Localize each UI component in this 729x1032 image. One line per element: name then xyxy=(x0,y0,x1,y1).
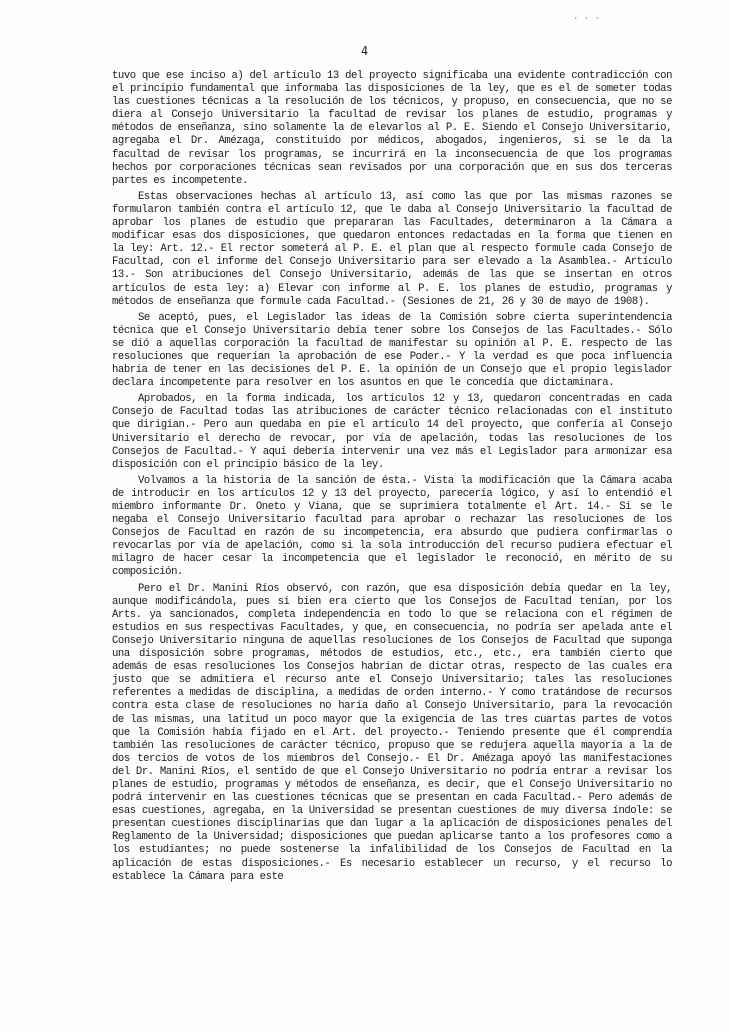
body-text xyxy=(112,70,672,887)
page-number: 4 xyxy=(360,44,369,58)
paragraph: Se aceptó, pues, el Legislador las ideas de la Comisión sobre cierta superintendencia técnica que el Consejo Universitario debía tener sobre los Consejos de las Facultades.- Sólo se dió a aquellas corporación la facultad de manifestar su opinión al P. E. respecto de las resoluciones que requerían la aprobación de ese Poder.- Y la verdad es que poca influencia habría de tener en las decisiones del P. E. la opinión de un Consejo que el propio legislador declara incompetente para resolver en los asuntos en que le concedía que dictaminara. xyxy=(112,311,672,390)
paragraph: Pero el Dr. Manini Ríos observó, con razón, que esa disposición debía quedar en la ley, aunque modificándola, pues si bien era cierto que los Consejos de Facultad tenían, por los Arts. ya sancionados, completa independencia en todo lo que se relaciona con el régimen de estudios en sus respectivas Facultades, y que, en consecuencia, no podría ser apelada ante el Consejo Universitario ninguna de aquellas resoluciones de los Consejos de Facultad que suponga una disposición sobre programas, métodos de estudios, etc., etc., era también cierto que además de esas resoluciones los Consejos habrían de dictar otras, respecto de las cuales era justo que se admitiera el recurso ante el Consejo Universitario; tales las resoluciones referentes a medidas de disciplina, a medidas de orden interno.- Y como tratándose de recursos contra esta clase de resoluciones no haría daño al Consejo Universitario, para la revocación de las mismas, una latitud un poco mayor que la exigencia de las tres cuartas partes de votos que la Comisión había fijado en el Art. del proyecto.- Teniendo presente que él comprendía también las resoluciones de carácter técnico, propuso que se redujera aquella mayoría a la de dos tercios de votos de los miembros del Consejo.- El Dr. Amézaga apoyó las manifestaciones del Dr. Manini Ríos, el sentido de que el Consejo Universitario no podría entrar a revisar los planes de estudio, programas y métodos de enseñanza, es decir, que el Consejo Universitario no podrá intervenir en las cuestiones técnicas que se presentan en cada Facultad.- Pero además de esas cuestiones, agregaba, en la Universidad se presentan cuestiones de muy diversa índole: se presentan cuestiones disciplinarias que dan lugar a la aplicación de disposiciones penales del Reglamento de la Universidad; disposiciones que puedan aplicarse tanto a los profesores como a los estudiantes; no puede sostenerse la infalibilidad de los Consejos de Facultad en la aplicación de estas disposiciones.- Es necesario establecer un recurso, y el recurso lo establece la Cámara para este xyxy=(112,582,672,883)
paragraph: Volvamos a la historia de la sanción de ésta.- Vista la modificación que la Cámara acaba de introducir en los artículos 12 y 13 del proyecto, parecería lógico, y así lo entendió el miembro informante Dr. Oneto y Viana, que se suprimiera totalmente el Art. 14.- Si se le negaba el Consejo Universitario facultad para aprobar o rechazar las resoluciones de los Consejos de Facultad en razón de su incompetencia, era absurdo que pudiera confirmarlas o revocarlas por vía de apelación, como si la sola introducción del recurso pudiera efectuar el milagro de hacer cesar la incompetencia que el legislador le reconoció, en mérito de su composición. xyxy=(112,474,672,579)
scan-speck: · · · xyxy=(573,14,601,24)
paragraph: tuvo que ese inciso a) del artículo 13 del proyecto significaba una evidente contradicción con el principio fundamental que informaba las disposiciones de la ley, que es el de someter todas las cuestiones técnicas a la resolución de los técnicos, y propuso, en consecuencia, que no se diera al Consejo Universitario la facultad de revisar los planes de estudio, programas y métodos de enseñanza, sino solamente la de elevarlos al P. E. Siendo el Consejo Universitario, agregaba el Dr. Amézaga, constituido por médicos, abogados, ingenieros, si se le da la facultad de revisar los programas, se incurrirá en la inconsecuencia de que los programas hechos por corporaciones técnicas sean revisados por una corporación que en sus dos terceras partes es incompetente. xyxy=(112,70,672,187)
paragraph: Aprobados, en la forma indicada, los artículos 12 y 13, quedaron concentradas en cada Consejo de Facultad todas las atribuciones de carácter técnico relacionadas con el instituto que dirigían.- Pero aun quedaba en pie el artículo 14 del proyecto, que confería al Consejo Universitario el derecho de revocar, por vía de apelación, todas las resoluciones de los Consejos de Facultad.- Y aquí debería intervenir una vez más el Legislador para armonizar esa disposición con el principio básico de la ley. xyxy=(112,393,672,471)
paragraph: Estas observaciones hechas al artículo 13, así como las que por las mismas razones se formularon también contra el artículo 12, que le daba al Consejo Universitario la facultad de aprobar los planes de estudio que prepararan las Facultades, determinaron a la Cámara a modificar esas dos disposiciones, que quedaron entonces redactadas en la forma que tienen en la ley: Art. 12.- El rector someterá al P. E. el plan que al respecto formule cada Consejo de Facultad, con el informe del Consejo Universitario para ser elevado a la Asamblea.- Artículo 13.- Son atribuciones del Consejo Universitario, además de las que se insertan en otros artículos de esta ley: a) Elevar con informe al P. E. los planes de estudio, programas y métodos de enseñanza que formule cada Facultad.- (Sesiones de 21, 26 y 30 de mayo de 1908). xyxy=(112,190,672,308)
